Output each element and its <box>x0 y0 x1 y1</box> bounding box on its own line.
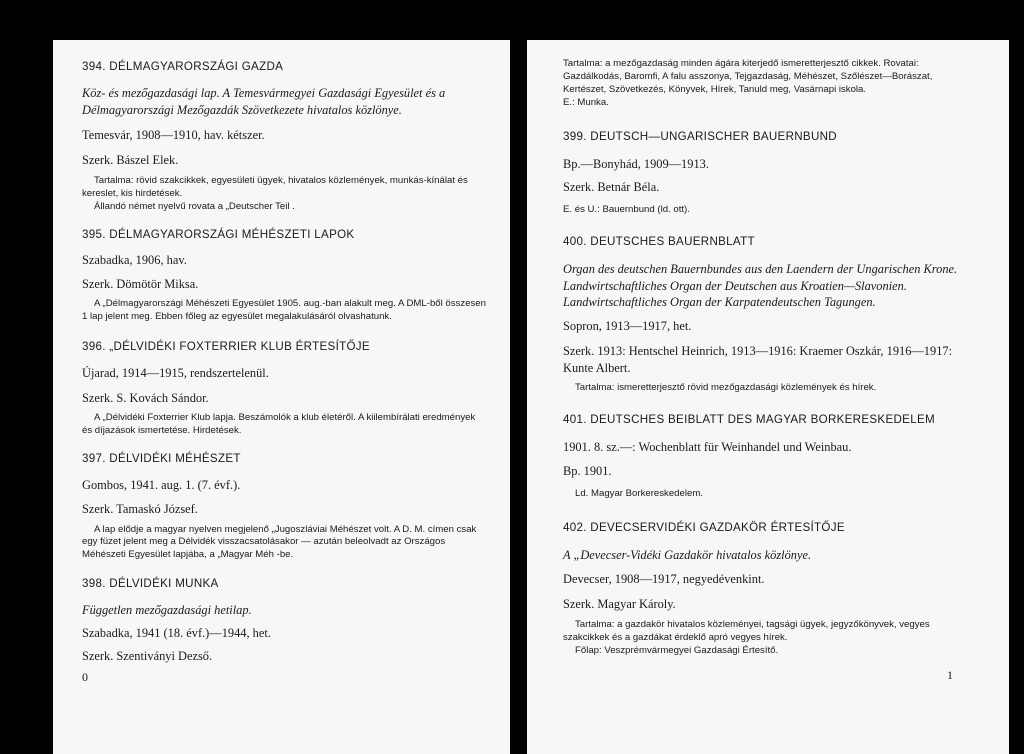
entry-heading: 398. DÉLVIDÉKI MUNKA <box>82 577 219 591</box>
entry-city-date: Bp. 1901. <box>563 463 612 478</box>
entry-subtitle: Organ des deutschen Bauernbundes aus den Laendern der Ungarischen Krone. Landwirtschaftliches Organ der Deutschen aus Kroatien—Slavonien. Landwirtschaftliches Organ der Karpatendeutschen Tagungen. <box>563 261 958 310</box>
entry-place-date: Gombos, 1941. aug. 1. (7. évf.). <box>82 478 241 493</box>
entry-subtitle: Köz- és mezőgazdasági lap. A Temesvármegyei Gazdasági Egyesület és a Délmagyarországi Mezőgazdák Szövetkezete hivatalos közlönye. <box>82 85 446 117</box>
entry-subtitle: A „Devecser-Vidéki Gazdakör hivatalos közlönye. <box>563 547 812 562</box>
entry-heading: 402. DEVECSERVIDÉKI GAZDAKÖR ÉRTESÍTŐJE <box>563 520 845 534</box>
entry-note: E.: Munka. <box>563 96 609 108</box>
entry-heading: 397. DÉLVIDÉKI MÉHÉSZET <box>82 452 241 466</box>
entry-398-continued <box>563 58 1009 110</box>
entry-note: Ld. Magyar Borkereskedelem. <box>575 487 703 499</box>
entry-content: Tartalma: a gazdakör hivatalos közleményei, tagsági ügyek, jegyzőkönyvek, vegyes szakcikkek és a gazdákat érdeklő apró vegyes hírek. <box>563 618 930 643</box>
entry-394 <box>82 60 510 214</box>
entry-place-date: 1901. 8. sz.—: Wochenblatt für Weinhandel und Weinbau. <box>563 440 852 455</box>
entry-editor: Szerk. 1913: Hentschel Heinrich, 1913—1916: Kraemer Oszkár, 1916—1917: Kunte Albert. <box>563 343 953 375</box>
entry-editor: Szerk. Dömötör Miksa. <box>82 277 199 292</box>
entry-400 <box>563 235 1009 395</box>
entry-place-date: Temesvár, 1908—1910, hav. kétszer. <box>82 128 265 143</box>
entry-place-date: Újarad, 1914—1915, rendszertelenül. <box>82 365 269 380</box>
entry-note: Főlap: Veszprémvármegyei Gazdasági Értesítő. <box>575 644 779 656</box>
entry-content: A lap elődje a magyar nyelven megjelenő „Jugoszláviai Méhészet volt. A D. M. címen csak egy füzet jelent meg a Délvidék visszacsatolásakor — azután beleolvadt az Országos Méhészeti Egyesület lapjába, a „Magyar Méh -be. <box>82 523 477 561</box>
entry-editor: Szerk. Magyar Károly. <box>563 597 676 611</box>
entry-place-date: Szabadka, 1906, hav. <box>82 252 187 267</box>
entry-place-date: Devecser, 1908—1917, negyedévenkint. <box>563 572 765 587</box>
entry-subtitle: Független mezőgazdasági hetilap. <box>82 603 252 618</box>
entry-content: A „Délmagyarországi Méhészeti Egyesület 1905. aug.-ban alakult meg. A DML-ből összesen 1 lap jelent meg. Ebben főleg az egyesület megalakulásáról olvashatunk. <box>82 298 486 322</box>
entry-content: Tartalma: ismeretterjesztő rövid mezőgazdasági közlemények és hírek. <box>575 382 877 394</box>
entry-content: A „Délvidéki Foxterrier Klub lapja. Beszámolók a klub életéről. A kiilembírálati eredmények és díjazások ismertetése. Hirdetések. <box>82 412 476 437</box>
entry-content: Tartalma: a mezőgazdaság minden ágára kiterjedő ismeretterjesztő cikkek. Rovatai: Gazdálkodás, Baromfi, A falu asszonya, Tejgazdaság, Méhészet, Szőlészet—Borászat, Kertészet, Szövetkezés, Könyvek, Hírek, Tanuld meg, Vasárnapi iskola. <box>563 58 933 95</box>
page-number: 0 <box>82 670 88 684</box>
page-number: 1 <box>947 668 953 682</box>
entry-395 <box>82 228 510 324</box>
entry-place-date: Bp.—Bonyhád, 1909—1913. <box>563 156 709 171</box>
entry-401 <box>563 413 1009 500</box>
entry-heading: 400. DEUTSCHES BAUERNBLATT <box>563 235 755 249</box>
entry-heading: 395. DÉLMAGYARORSZÁGI MÉHÉSZETI LAPOK <box>82 227 355 241</box>
entry-editor: Szerk. Bászel Elek. <box>82 153 179 168</box>
entry-editor: Szerk. Tamaskó József. <box>82 501 198 516</box>
entry-note: Állandó német nyelvű rovata a „Deutscher Teil . <box>94 200 295 212</box>
right-page <box>527 40 1009 754</box>
entry-heading: 394. DÉLMAGYARORSZÁGI GAZDA <box>82 60 284 73</box>
entry-397 <box>82 452 510 562</box>
entry-396 <box>82 340 510 438</box>
entry-heading: 401. DEUTSCHES BEIBLATT DES MAGYAR BORKERESKEDELEM <box>563 413 935 427</box>
entry-editor: Szerk. Szentiványi Dezső. <box>82 648 213 663</box>
entry-398 <box>82 577 510 664</box>
entry-note: E. és U.: Bauernbund (ld. ott). <box>563 204 690 216</box>
entry-editor: Szerk. S. Kovách Sándor. <box>82 390 209 405</box>
entry-place-date: Sopron, 1913—1917, het. <box>563 319 692 334</box>
entry-402 <box>563 521 1009 658</box>
entry-heading: 396. „DÉLVIDÉKI FOXTERRIER KLUB ÉRTESÍTŐJE <box>82 339 370 353</box>
entry-content: Tartalma: rövid szakcikkek, egyesületi ügyek, hivatalos közlemények, munkás-kínálat és kereslet, kis hirdetések. <box>82 174 468 199</box>
entry-399 <box>563 130 1009 217</box>
entry-place-date: Szabadka, 1941 (18. évf.)—1944, het. <box>82 625 271 640</box>
entry-heading: 399. DEUTSCH—UNGARISCHER BAUERNBUND <box>563 129 837 143</box>
left-page <box>53 40 510 754</box>
entry-editor: Szerk. Betnár Béla. <box>563 180 660 195</box>
